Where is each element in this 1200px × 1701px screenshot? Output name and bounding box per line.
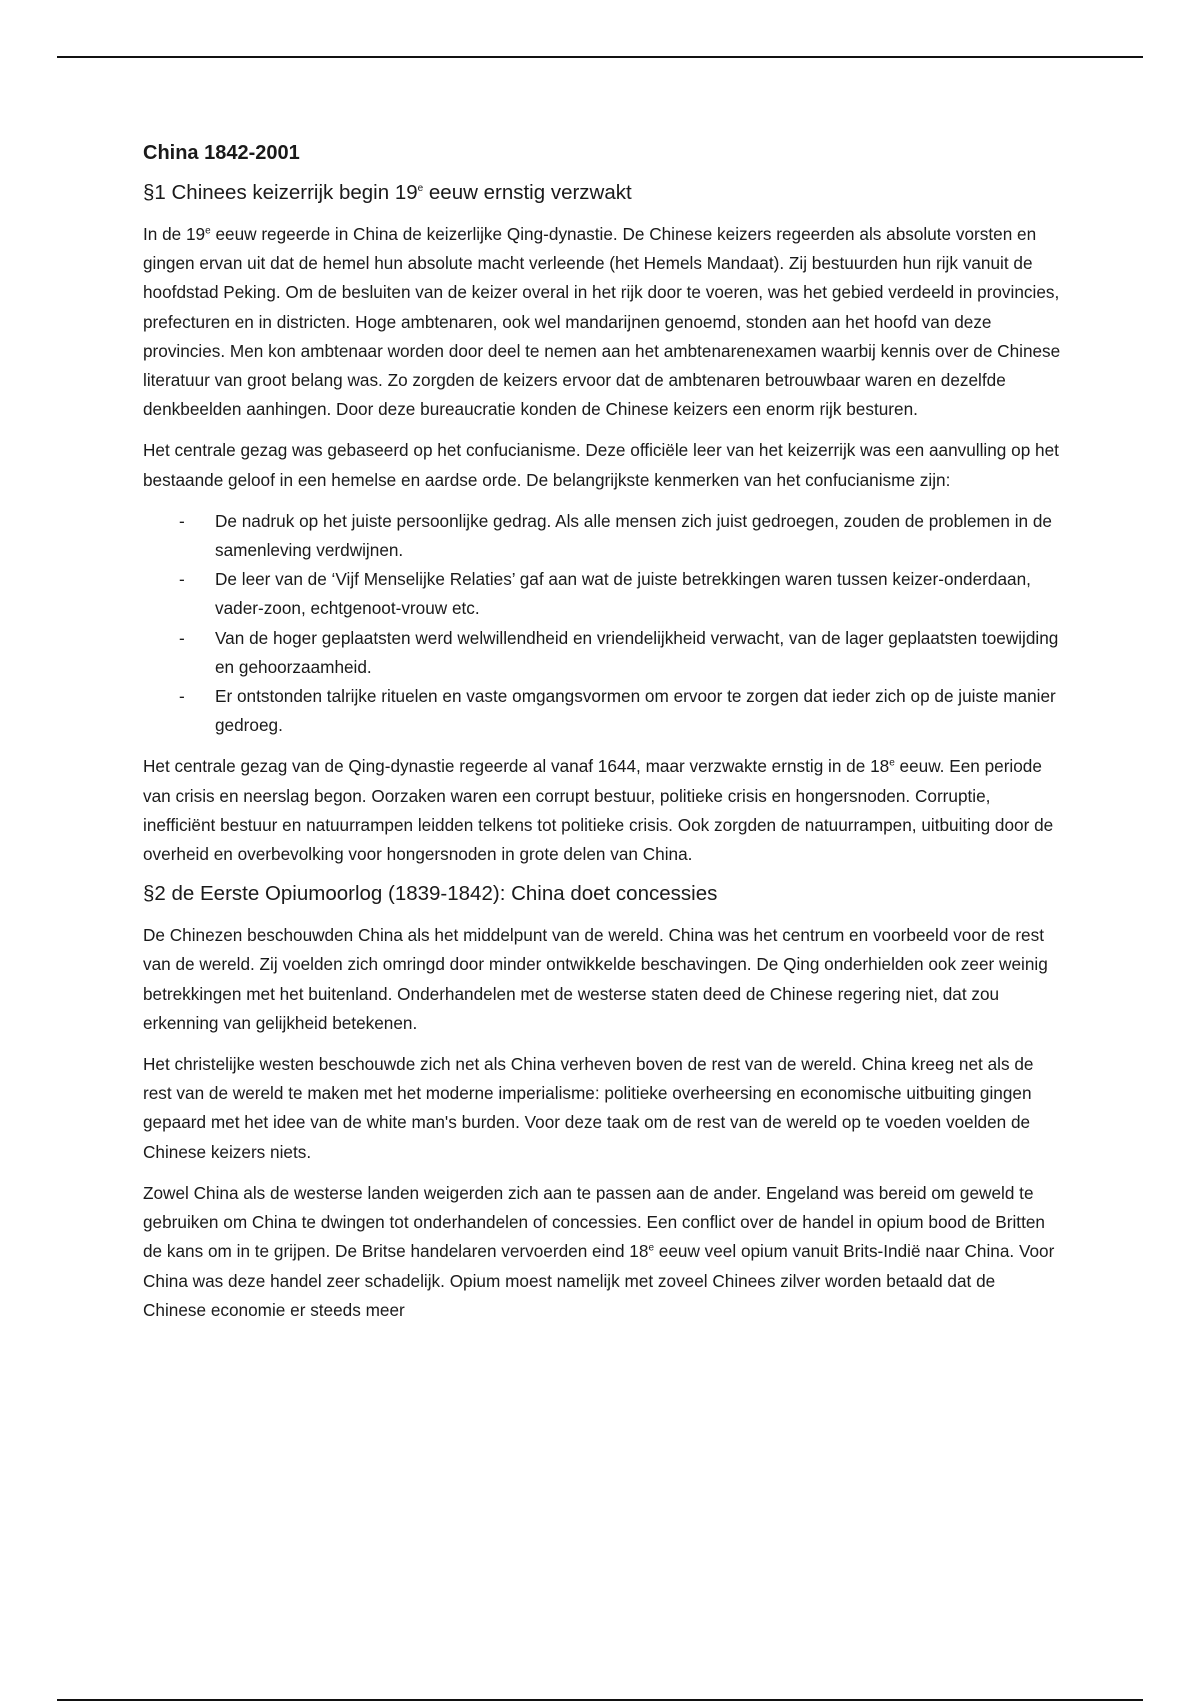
paragraph-text: Zowel China als de westerse landen weigerden zich aan te passen aan de ander. Engeland was bereid om geweld te gebruiken om China te dwingen tot onderhandelen of concessies. Een conflict over de handel in opium bood de Britten de kans om in te grijpen. De Britse handelaren vervoerden eind 18	[143, 1182, 1045, 1262]
superscript: e	[417, 183, 424, 195]
list-item	[143, 682, 1063, 740]
paragraph: Het centrale gezag was gebaseerd op het confucianisme. Deze officiële leer van het keizerrijk was een aanvulling op het bestaande geloof in een hemelse en aardse orde. De belangrijkste kenmerken van het confucianisme zijn:	[143, 440, 1059, 490]
section-2-heading: §2 de Eerste Opiumoorlog (1839-1842): China doet concessies	[143, 882, 718, 906]
superscript: e	[889, 757, 895, 769]
list-bullet: -	[179, 569, 185, 590]
paragraph-text: Het centrale gezag van de Qing-dynastie regeerde al vanaf 1644, maar verzwakte ernstig in de 18	[143, 756, 890, 777]
list-item	[143, 507, 1063, 565]
superscript: e	[205, 225, 211, 237]
list-bullet: -	[179, 510, 185, 531]
list-item-text: Er ontstonden talrijke rituelen en vaste omgangsvormen om ervoor te zorgen dat ieder zich op de juiste manier gedroeg.	[215, 686, 1056, 736]
paragraph-text: eeuw veel opium vanuit Brits-Indië naar China. Voor China was deze handel zeer schadelijk. Opium moest namelijk met zoveel Chinees zilver worden betaald dat de Chinese economie er steeds meer	[143, 1241, 1055, 1320]
confucianism-list	[143, 507, 1063, 741]
list-item-text: De leer van de ‘Vijf Menselijke Relaties’ gaf aan wat de juiste betrekkingen waren tussen keizer-onderdaan, vader-zoon, echtgenoot-vrouw etc.	[215, 569, 1031, 619]
paragraph: Het christelijke westen beschouwde zich net als China verheven boven de rest van de wereld. China kreeg net als de rest van de wereld te maken met het moderne imperialisme: politieke overheersing en economische uitbuiting gingen gepaard met het idee van de white man's burden. Voor deze taak om de rest van de wereld op te voeden voelden de Chinese keizers niets.	[143, 1054, 1034, 1162]
section-1-heading-text: §1 Chinees keizerrijk begin 19	[143, 181, 418, 204]
list-item-text: Van de hoger geplaatsten werd welwillendheid en vriendelijkheid verwacht, van de lager geplaatsten toewijding en gehoorzaamheid.	[215, 627, 1059, 677]
document-title: China 1842-2001	[143, 142, 300, 164]
document-page	[143, 140, 1063, 1337]
section-1-heading-text-end: eeuw ernstig verzwakt	[423, 181, 632, 204]
list-item-text: De nadruk op het juiste persoonlijke gedrag. Als alle mensen zich juist gedroegen, zouden de problemen in de samenleving verdwijnen.	[215, 510, 1052, 561]
paragraph	[143, 1179, 1063, 1325]
paragraph-text: In de 19	[143, 224, 206, 244]
list-bullet: -	[179, 627, 185, 648]
list-bullet: -	[179, 686, 185, 707]
list-item	[143, 565, 1063, 623]
paragraph-text: eeuw. Een periode van crisis en neerslag begon. Oorzaken waren een corrupt bestuur, politieke crisis en hongersnoden. Corruptie, inefficiënt bestuur en natuurrampen leidden telkens tot politieke crisis. Ook zorgden de natuurrampen, uitbuiting door de overheid en overbevolking voor hongersnoden in grote delen van China.	[143, 756, 1054, 865]
section-1-heading	[143, 180, 1063, 206]
header-rule	[57, 56, 1143, 58]
superscript: e	[648, 1242, 654, 1254]
paragraph: De Chinezen beschouwden China als het middelpunt van de wereld. China was het centrum en voorbeeld voor de rest van de wereld. Zij voelden zich omringd door minder ontwikkelde beschavingen. De Qing onderhielden ook zeer weinig betrekkingen met het buitenland. Onderhandelen met de westerse staten deed de Chinese regering niet, dat zou erkenning van gelijkheid betekenen.	[143, 925, 1048, 1033]
paragraph-text: eeuw regeerde in China de keizerlijke Qing-dynastie. De Chinese keizers regeerden als absolute vorsten en gingen ervan uit dat de hemel hun absolute macht verleende (het Hemels Mandaat). Zij bestuurden hun rijk vanuit de hoofdstad Peking. Om de besluiten van de keizer overal in het rijk door te voeren, was het gebied verdeeld in provincies, prefecturen en in districten. Hoge ambtenaren, ook wel mandarijnen genoemd, stonden aan het hoofd van deze provincies. Men kon ambtenaar worden door deel te nemen aan het ambtenarenexamen waarbij kennis over de Chinese literatuur van groot belang was. Zo zorgden de keizers ervoor dat de ambtenaren betrouwbaar waren en dezelfde denkbeelden aanhingen. Door deze bureaucratie konden de Chinese keizers een enorm rijk besturen.	[143, 224, 1061, 420]
paragraph	[143, 752, 1063, 869]
paragraph	[143, 220, 1063, 424]
list-item	[143, 624, 1063, 682]
